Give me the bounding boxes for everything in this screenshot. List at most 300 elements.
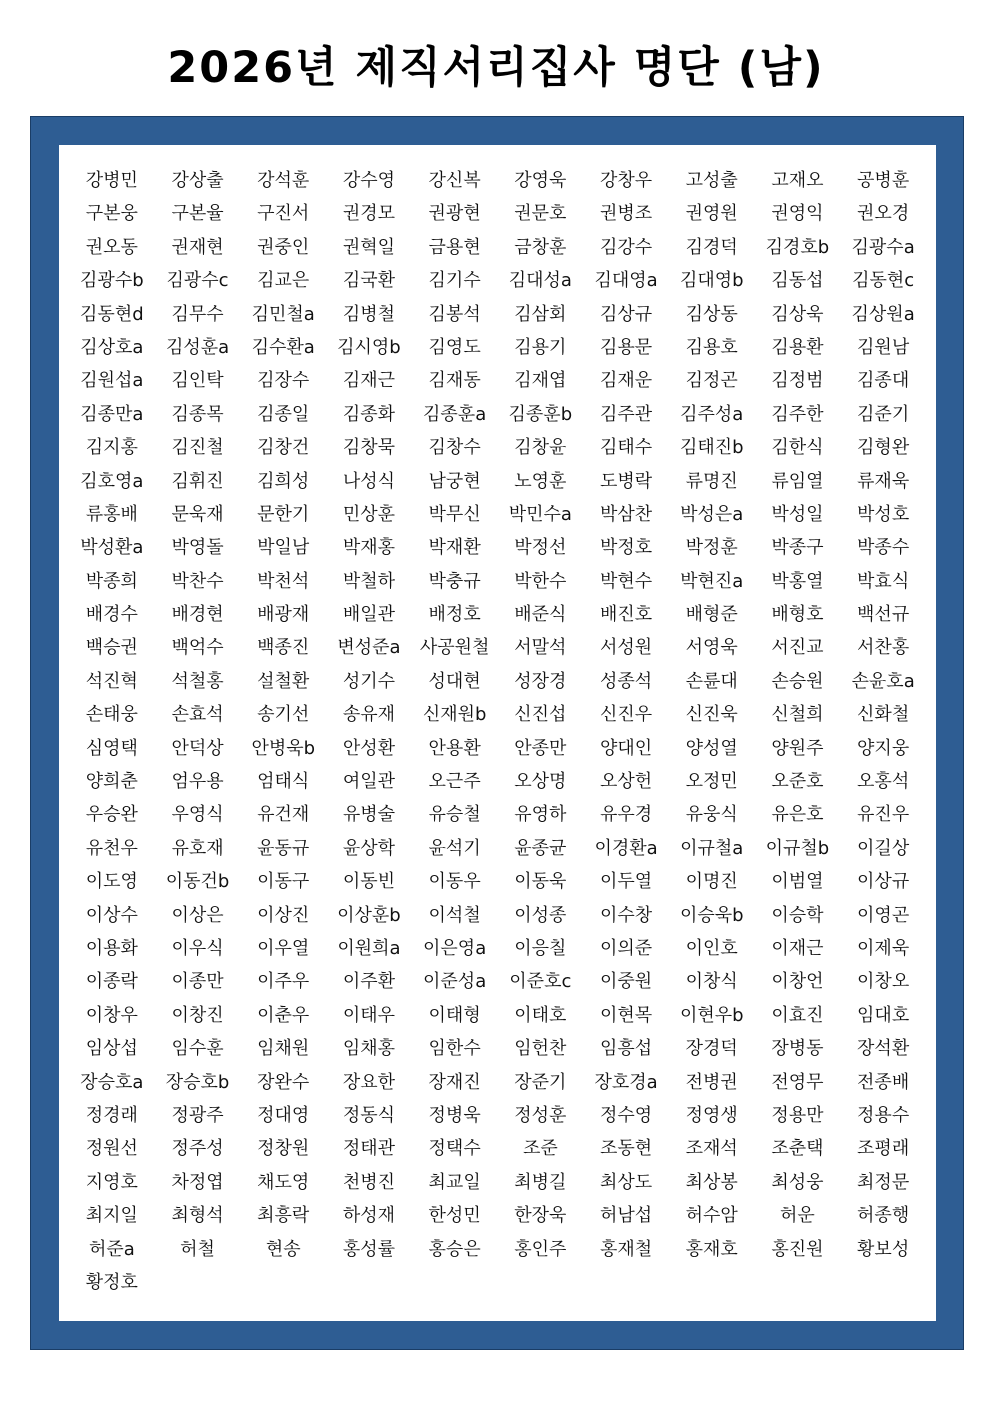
name-entry: 이춘우 [257, 1004, 310, 1026]
name-entry: 지영호 [85, 1171, 138, 1193]
blue-frame [30, 116, 964, 1350]
name-entry: 구본웅 [85, 203, 138, 225]
name-entry: 김원남 [857, 336, 910, 358]
name-entry: 김용호 [685, 336, 738, 358]
name-entry: 임한수 [428, 1038, 481, 1060]
name-entry: 이응칠 [514, 937, 567, 959]
name-entry: 정태관 [342, 1138, 396, 1160]
name-entry: 정성훈 [514, 1104, 567, 1126]
name-entry: 이준호c [509, 971, 572, 993]
name-entry: 임흥섭 [599, 1038, 653, 1060]
name-entry: 홍진원 [771, 1238, 824, 1260]
name-sheet [59, 145, 936, 1321]
name-entry: 이동빈 [342, 871, 396, 893]
name-entry: 김강수 [599, 236, 653, 258]
name-entry: 이길상 [857, 837, 910, 859]
name-entry: 김교은 [257, 270, 310, 292]
name-entry: 이동구 [257, 871, 310, 893]
name-entry: 유건재 [257, 804, 310, 826]
name-entry: 배광재 [257, 604, 310, 626]
name-entry: 이태호 [514, 1004, 567, 1026]
name-entry: 권오동 [85, 236, 138, 258]
name-entry: 석철홍 [171, 670, 224, 692]
name-entry: 홍재호 [685, 1238, 738, 1260]
name-entry: 장승호b [165, 1071, 230, 1093]
name-entry: 조춘택 [771, 1138, 824, 1160]
name-entry: 신철희 [771, 704, 824, 726]
name-entry: 유천우 [85, 837, 138, 859]
name-entry: 박천석 [257, 570, 310, 592]
name-entry: 조평래 [857, 1138, 910, 1160]
name-entry: 석진혁 [85, 670, 138, 692]
name-entry: 황정호 [85, 1271, 138, 1293]
name-entry: 이창우 [85, 1004, 138, 1026]
name-entry: 전종배 [857, 1071, 910, 1093]
name-entry: 배일관 [342, 604, 396, 626]
name-entry: 윤석기 [428, 837, 481, 859]
name-entry: 문욱재 [171, 503, 224, 525]
name-entry: 유영하 [514, 804, 567, 826]
name-entry: 강석훈 [257, 170, 310, 191]
name-entry: 이상규 [857, 871, 910, 893]
name-entry: 이주환 [342, 971, 396, 993]
name-entry: 허철 [180, 1238, 215, 1260]
name-entry: 권경모 [342, 203, 396, 225]
name-entry: 이용화 [85, 937, 138, 959]
name-entry: 김형완 [857, 437, 910, 459]
name-entry: 권문호 [514, 203, 567, 225]
name-entry: 김지홍 [85, 437, 138, 459]
name-entry: 김종화 [342, 403, 396, 425]
name-entry: 한장욱 [514, 1205, 567, 1227]
name-entry: 박충규 [428, 570, 481, 592]
name-entry: 임채원 [257, 1038, 310, 1060]
name-entry: 류임열 [771, 470, 824, 492]
name-entry: 성기수 [342, 670, 396, 692]
name-entry: 박정호 [599, 537, 653, 559]
name-entry: 박종수 [857, 537, 910, 559]
name-entry: 정광주 [171, 1104, 224, 1126]
name-entry: 박성호 [857, 503, 910, 525]
name-entry: 장경덕 [685, 1038, 738, 1060]
name-entry: 이동건b [165, 871, 230, 893]
name-entry: 양희춘 [85, 771, 138, 793]
name-entry: 정영생 [685, 1104, 738, 1126]
name-entry: 이인호 [685, 937, 738, 959]
name-entry: 김무수 [171, 303, 224, 325]
name-entry: 홍성률 [342, 1238, 396, 1260]
name-entry: 정원선 [85, 1138, 138, 1160]
name-entry: 이효진 [771, 1004, 824, 1026]
name-entry: 고재오 [771, 170, 824, 191]
name-entry: 전영무 [771, 1071, 824, 1093]
name-entry: 김경호b [765, 236, 830, 258]
name-entry: 유은호 [771, 804, 824, 826]
name-entry: 류명진 [685, 470, 738, 492]
name-entry: 이경환a [594, 837, 658, 859]
name-entry: 박민수a [508, 503, 572, 525]
name-entry: 이상진 [257, 904, 310, 926]
page-title: 2026년 제직서리집사 명단 (남) [167, 43, 825, 93]
name-entry: 박재환 [428, 537, 481, 559]
name-entry: 김창수 [428, 437, 481, 459]
name-entry: 유승철 [428, 804, 481, 826]
name-entry: 성대현 [428, 670, 481, 692]
name-entry: 윤상학 [342, 837, 396, 859]
name-entry: 이우열 [257, 937, 310, 959]
name-entry: 조재석 [685, 1138, 738, 1160]
name-entry: 강신복 [428, 170, 481, 191]
name-entry: 김광수a [851, 236, 915, 258]
name-entry: 변성준a [337, 637, 401, 659]
name-entry: 이창진 [171, 1004, 224, 1026]
name-entry: 임채홍 [342, 1038, 396, 1060]
name-entry: 김창윤 [514, 437, 567, 459]
name-entry: 김동섭 [771, 270, 824, 292]
name-entry: 김광수b [80, 270, 144, 292]
name-entry: 조동현 [599, 1138, 653, 1160]
name-entry: 정경래 [85, 1104, 138, 1126]
name-entry: 박종구 [771, 537, 824, 559]
name-entry: 김종목 [171, 403, 224, 425]
name-entry: 정주성 [171, 1138, 224, 1160]
name-entry: 이주우 [257, 971, 310, 993]
name-entry: 류홍배 [85, 503, 138, 525]
name-entry: 김상동 [685, 303, 738, 325]
name-entry: 이창오 [857, 971, 910, 993]
name-entry: 남궁현 [428, 470, 481, 492]
name-entry: 홍인주 [514, 1238, 567, 1260]
name-entry: 성종석 [599, 670, 653, 692]
name-entry: 권재현 [171, 236, 224, 258]
name-entry: 박일남 [257, 537, 310, 559]
name-entry: 김재동 [428, 370, 481, 392]
name-entry: 손륜대 [685, 670, 738, 692]
name-entry: 금창훈 [514, 236, 567, 258]
name-entry: 박정훈 [685, 537, 738, 559]
name-entry: 권혁일 [342, 236, 396, 258]
name-entry: 임헌찬 [514, 1038, 567, 1060]
name-entry: 박재홍 [342, 537, 396, 559]
name-entry: 이종만 [171, 971, 224, 993]
name-entry: 차정엽 [171, 1171, 224, 1193]
name-entry: 박철하 [342, 570, 396, 592]
name-entry: 김용문 [599, 336, 653, 358]
name-entry: 도병락 [599, 470, 653, 492]
name-entry: 김삼회 [514, 303, 567, 325]
name-entry: 김진철 [171, 437, 224, 459]
name-entry: 김정곤 [685, 370, 738, 392]
name-entry: 허준a [88, 1238, 135, 1260]
name-entry: 이현우b [679, 1004, 744, 1026]
name-entry: 권중인 [257, 236, 310, 258]
name-entry: 박홍열 [771, 570, 824, 592]
name-entry: 성장경 [514, 670, 567, 692]
name-entry: 김태진b [679, 437, 744, 459]
name-entry: 이성종 [514, 904, 567, 926]
name-entry: 민상훈 [342, 503, 396, 525]
name-entry: 이수창 [599, 904, 653, 926]
name-entry: 김민철a [251, 303, 315, 325]
name-entry: 이두열 [599, 871, 653, 893]
name-entry: 권병조 [599, 203, 653, 225]
name-entry: 정수영 [599, 1104, 653, 1126]
name-entry: 고성출 [685, 170, 738, 191]
name-entry: 최성웅 [771, 1171, 824, 1193]
name-entry: 김종대 [857, 370, 910, 392]
name-entry: 박정선 [514, 537, 567, 559]
name-entry: 유병술 [342, 804, 396, 826]
name-entry: 박효식 [857, 570, 910, 592]
name-entry: 김상욱 [771, 303, 824, 325]
name-entry: 이은영a [423, 937, 487, 959]
name-entry: 공병훈 [857, 170, 910, 191]
name-entry: 권광현 [428, 203, 481, 225]
name-entry: 송유재 [342, 704, 396, 726]
name-entry: 배경현 [171, 604, 224, 626]
name-entry: 오상명 [514, 771, 567, 793]
name-entry: 김주성a [680, 403, 744, 425]
name-entry: 김희성 [257, 470, 310, 492]
name-entry: 이승학 [771, 904, 824, 926]
name-entry: 이영곤 [857, 904, 910, 926]
name-entry: 이규철b [765, 837, 830, 859]
name-entry: 양원주 [771, 737, 824, 759]
name-entry: 박현수 [599, 570, 653, 592]
name-entry: 백억수 [171, 637, 224, 659]
name-entry: 장재진 [428, 1071, 481, 1093]
name-entry: 김용기 [514, 336, 567, 358]
name-entry: 노영훈 [514, 470, 567, 492]
name-entry: 김재운 [599, 370, 653, 392]
name-entry: 박성은a [680, 503, 744, 525]
name-entry: 채도영 [257, 1171, 310, 1193]
name-entry: 구진서 [257, 203, 310, 225]
name-entry: 김인탁 [171, 370, 224, 392]
name-entry: 허종행 [857, 1205, 910, 1227]
name-entry: 이제욱 [857, 937, 910, 959]
name-entry: 최형석 [171, 1205, 224, 1227]
name-entry: 박찬수 [171, 570, 224, 592]
name-entry: 임상섭 [85, 1038, 138, 1060]
name-entry: 박영돌 [171, 537, 224, 559]
name-entry: 김정범 [771, 370, 824, 392]
name-entry: 장병동 [771, 1038, 824, 1060]
name-entry: 양성열 [685, 737, 738, 759]
name-entry: 오근주 [428, 771, 481, 793]
name-entry: 이창식 [685, 971, 738, 993]
name-entry: 양대인 [599, 737, 653, 759]
name-entry: 김호영a [80, 470, 144, 492]
name-entry: 김봉석 [428, 303, 481, 325]
name-entry: 김광수c [166, 270, 229, 292]
name-entry: 김종훈b [508, 403, 573, 425]
name-entry: 이동우 [428, 871, 481, 893]
name-entry: 송기선 [257, 704, 310, 726]
name-entry: 김재엽 [514, 370, 567, 392]
name-entry: 손효석 [171, 704, 224, 726]
name-entry: 박종희 [85, 570, 138, 592]
name-entry: 임수훈 [171, 1038, 224, 1060]
name-entry: 조준 [522, 1138, 558, 1160]
name-entry: 김장수 [257, 370, 310, 392]
name-entry: 윤종균 [514, 837, 567, 859]
name-entry: 허운 [780, 1205, 815, 1227]
name-entry: 강상출 [171, 170, 224, 191]
name-entry: 이범열 [771, 871, 824, 893]
name-entry: 박성일 [771, 503, 824, 525]
name-entry: 김휘진 [171, 470, 224, 492]
name-entry: 유웅식 [685, 804, 738, 826]
name-entry: 이상수 [85, 904, 138, 926]
name-entry: 서찬홍 [857, 637, 910, 659]
name-entry: 이현목 [599, 1004, 653, 1026]
name-entry: 엄태식 [257, 771, 310, 793]
name-entry: 정동식 [342, 1104, 396, 1126]
name-entry: 장완수 [257, 1071, 310, 1093]
name-entry: 김원섭a [80, 370, 144, 392]
name-entry: 신재원b [422, 704, 487, 726]
name-entry: 이도영 [85, 871, 138, 893]
name-entry: 김상원a [851, 303, 915, 325]
name-entry: 강병민 [85, 170, 138, 191]
name-entry: 류재욱 [857, 470, 910, 492]
name-entry: 박무신 [428, 503, 481, 525]
name-entry: 한성민 [428, 1205, 481, 1227]
name-entry: 김태수 [599, 437, 653, 459]
name-entry: 김대성a [508, 270, 572, 292]
name-entry: 김수환a [251, 336, 315, 358]
name-entry: 서말석 [514, 637, 567, 659]
name-entry: 김상규 [599, 303, 653, 325]
name-entry: 강영욱 [514, 170, 567, 191]
name-entry: 윤동규 [257, 837, 310, 859]
name-entry: 여일관 [342, 771, 396, 793]
name-entry: 이종락 [85, 971, 138, 993]
name-entry: 서성원 [599, 637, 653, 659]
name-entry: 오정민 [685, 771, 738, 793]
name-entry: 최상도 [599, 1171, 653, 1193]
name-grid [69, 164, 926, 1299]
name-entry: 최상봉 [685, 1171, 738, 1193]
name-entry: 배정호 [428, 604, 481, 626]
name-entry: 천병진 [342, 1171, 396, 1193]
name-entry: 현송 [265, 1238, 301, 1260]
name-entry: 김창묵 [342, 437, 396, 459]
name-entry: 장요한 [342, 1071, 396, 1093]
name-entry: 홍승은 [428, 1238, 481, 1260]
name-entry: 김주관 [599, 403, 653, 425]
name-entry: 홍재철 [599, 1238, 653, 1260]
name-entry: 오홍석 [857, 771, 910, 793]
name-entry: 박성환a [80, 537, 144, 559]
name-entry: 김시영b [337, 336, 401, 358]
name-entry: 신진욱 [685, 704, 738, 726]
name-entry: 권오경 [857, 203, 910, 225]
name-entry: 이태형 [428, 1004, 481, 1026]
name-entry: 최흥락 [257, 1205, 310, 1227]
name-entry: 서영욱 [685, 637, 738, 659]
name-entry: 오상헌 [599, 771, 653, 793]
name-entry: 허수암 [685, 1205, 738, 1227]
name-entry: 이동욱 [514, 871, 567, 893]
name-entry: 이태우 [342, 1004, 396, 1026]
name-entry: 손윤호a [851, 670, 915, 692]
name-entry: 우영식 [171, 804, 224, 826]
name-entry: 금용현 [428, 236, 481, 258]
name-entry: 정용수 [857, 1104, 910, 1126]
name-entry: 백종진 [257, 637, 310, 659]
name-entry: 정용만 [771, 1104, 824, 1126]
name-entry: 최교일 [428, 1171, 481, 1193]
name-entry: 김병철 [342, 303, 396, 325]
name-entry: 유진우 [857, 804, 910, 826]
name-entry: 박현진a [680, 570, 744, 592]
name-entry: 김재근 [342, 370, 396, 392]
name-entry: 장승호a [80, 1071, 144, 1093]
name-entry: 권영익 [771, 203, 824, 225]
name-entry: 최지일 [85, 1205, 138, 1227]
name-entry: 안종만 [514, 737, 567, 759]
name-entry: 전병권 [685, 1071, 738, 1093]
name-entry: 김기수 [428, 270, 481, 292]
name-entry: 문한기 [257, 503, 310, 525]
name-entry: 이준성a [423, 971, 487, 993]
name-entry: 김종일 [257, 403, 310, 425]
name-entry: 최정문 [857, 1171, 910, 1193]
name-entry: 배준식 [514, 604, 567, 626]
name-entry: 설철환 [257, 670, 310, 692]
name-entry: 강창우 [599, 170, 653, 191]
name-entry: 유호재 [171, 837, 224, 859]
name-entry: 손태웅 [85, 704, 138, 726]
name-entry: 사공원철 [419, 637, 490, 659]
name-entry: 엄우용 [171, 771, 224, 793]
name-entry: 나성식 [342, 470, 396, 492]
name-entry: 안성환 [342, 737, 396, 759]
name-entry: 정택수 [428, 1138, 481, 1160]
name-entry: 김상호a [80, 336, 144, 358]
name-entry: 이의준 [599, 937, 653, 959]
name-entry: 장호경a [594, 1071, 658, 1093]
name-entry: 배형준 [685, 604, 738, 626]
name-entry: 유우경 [599, 804, 653, 826]
name-entry: 배진호 [599, 604, 653, 626]
name-entry: 이원희a [337, 937, 401, 959]
name-entry: 김종훈a [423, 403, 487, 425]
name-entry: 박한수 [514, 570, 567, 592]
name-entry: 이상은 [171, 904, 224, 926]
name-entry: 안병욱b [251, 737, 316, 759]
name-entry: 김국환 [342, 270, 396, 292]
name-entry: 김영도 [428, 336, 481, 358]
name-entry: 김대영a [594, 270, 658, 292]
name-entry: 하성재 [342, 1205, 396, 1227]
name-entry: 이승욱b [679, 904, 744, 926]
name-entry: 김준기 [857, 403, 910, 425]
name-entry: 임대호 [857, 1004, 910, 1026]
name-entry: 박삼찬 [599, 503, 653, 525]
name-entry: 최병길 [514, 1171, 567, 1193]
name-entry: 백선규 [857, 604, 910, 626]
name-entry: 김성훈a [165, 336, 230, 358]
name-entry: 김동현c [852, 270, 915, 292]
name-entry: 김종만a [80, 403, 144, 425]
name-entry: 이우식 [171, 937, 224, 959]
name-entry: 김한식 [771, 437, 824, 459]
name-entry: 신화철 [857, 704, 910, 726]
name-entry: 손승원 [771, 670, 824, 692]
